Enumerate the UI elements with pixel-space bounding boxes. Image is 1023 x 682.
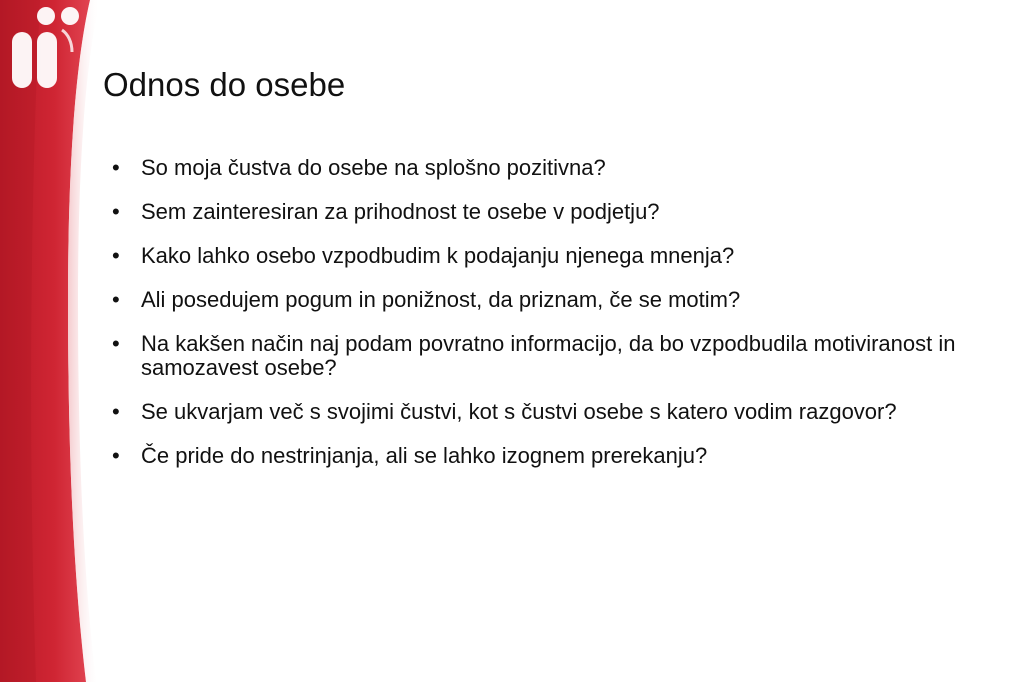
bullet-marker: • bbox=[112, 443, 120, 468]
bullet-marker: • bbox=[112, 243, 120, 268]
bullet-item bbox=[112, 156, 992, 180]
bullet-item bbox=[112, 244, 992, 268]
bullet-text: Se ukvarjam več s svojimi čustvi, kot s čustvi osebe s katero vodim razgovor? bbox=[141, 399, 897, 424]
side-band-decoration bbox=[0, 0, 100, 682]
bullet-marker: • bbox=[112, 399, 120, 424]
bullet-text: Na kakšen način naj podam povratno informacijo, da bo vzpodbudila motiviranost in samozavest osebe? bbox=[141, 331, 956, 380]
bullet-marker: • bbox=[112, 155, 120, 180]
slide-title: Odnos do osebe bbox=[103, 66, 346, 103]
bullet-text: Kako lahko osebo vzpodbudim k podajanju njenega mnenja? bbox=[141, 243, 735, 268]
bullet-list bbox=[112, 156, 992, 488]
bullet-item bbox=[112, 332, 992, 380]
bullet-item bbox=[112, 200, 992, 224]
bullet-item bbox=[112, 444, 992, 468]
ii-logo-icon bbox=[10, 4, 86, 90]
bullet-marker: • bbox=[112, 331, 120, 356]
bullet-item bbox=[112, 288, 992, 312]
bullet-text: So moja čustva do osebe na splošno pozitivna? bbox=[141, 155, 606, 180]
bullet-text: Sem zainteresiran za prihodnost te osebe v podjetju? bbox=[141, 199, 660, 224]
bullet-marker: • bbox=[112, 287, 120, 312]
bullet-text: Če pride do nestrinjanja, ali se lahko izognem prerekanju? bbox=[141, 443, 708, 468]
bullet-marker: • bbox=[112, 199, 120, 224]
bullet-text: Ali posedujem pogum in ponižnost, da priznam, če se motim? bbox=[141, 287, 741, 312]
bullet-item bbox=[112, 400, 992, 424]
